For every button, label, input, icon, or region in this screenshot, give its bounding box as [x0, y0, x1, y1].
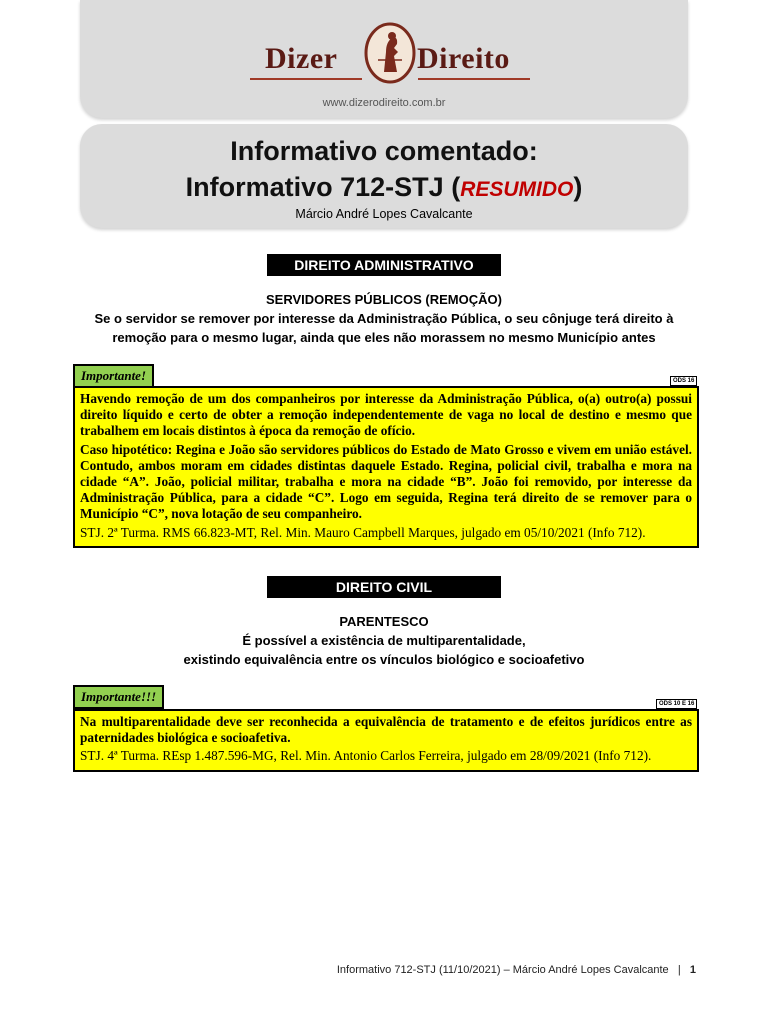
logo-emblem-icon [364, 22, 416, 84]
footer-separator: | [677, 964, 681, 976]
summary-paragraph-1: Havendo remoção de um dos companheiros por interesse da Administração Pública, o(a) outro(a) possui direito líquido e certo de obter a remoção independentemente de vaga no local de destino e mesmo que trabalhem em locais distintos à época da remoção de ofício. [80, 391, 692, 439]
case-citation: STJ. 4ª Turma. REsp 1.487.596-MG, Rel. Min. Antonio Carlos Ferreira, julgado em 28/09/2021 (Info 712). [80, 748, 652, 764]
resumido-label: RESUMIDO [460, 178, 574, 201]
summary-box-civil [73, 709, 699, 772]
title-block [80, 124, 688, 228]
logo-word-dizer: Dizer [265, 42, 338, 75]
title-line-2 [80, 172, 688, 203]
summary-box-administrativo [73, 386, 699, 548]
section-heading-civil: DIREITO CIVIL [267, 576, 501, 598]
page-number: 1 [689, 964, 696, 976]
logo-underline-right [418, 78, 530, 80]
topic-summary-line-1: Se o servidor se remover por interesse da Administração Pública, o seu cônjuge terá direito à [94, 311, 674, 326]
title-line-2-prefix: Informativo 712-STJ ( [185, 172, 461, 202]
footer-text: Informativo 712-STJ (11/10/2021) – Márcio André Lopes Cavalcante [336, 964, 669, 976]
dizer-direito-logo [80, 22, 688, 92]
importante-tag: Importante! [73, 364, 154, 388]
topic-title-servidores: SERVIDORES PÚBLICOS (REMOÇÃO) [266, 292, 502, 307]
title-line-2-suffix: ) [573, 172, 583, 202]
site-url[interactable]: www.dizerodireito.com.br [322, 97, 446, 109]
summary-paragraph-1: Na multiparentalidade deve ser reconhecida a equivalência de tratamento e de efeitos jurídicos entre as paternidades biológica e socioafetiva. [80, 714, 692, 746]
logo-word-direito: Direito [417, 42, 510, 75]
ods-badge: ODS 16 [670, 376, 697, 386]
title-line-1: Informativo comentado: [230, 136, 538, 166]
ods-badge: ODS 10 E 16 [656, 699, 697, 709]
header-banner [80, 0, 688, 118]
author-name: Márcio André Lopes Cavalcante [295, 207, 473, 221]
section-heading-administrativo: DIREITO ADMINISTRATIVO [267, 254, 501, 276]
page-footer [337, 964, 696, 976]
topic-title-parentesco: PARENTESCO [339, 614, 429, 629]
case-citation: STJ. 2ª Turma. RMS 66.823-MT, Rel. Min. Mauro Campbell Marques, julgado em 05/10/2021 (Info 712). [80, 524, 646, 540]
logo-underline-left [250, 78, 362, 80]
topic-summary-line-1: É possível a existência de multiparentalidade, [242, 633, 526, 648]
importante-tag: Importante!!! [73, 685, 164, 709]
summary-paragraph-2: Caso hipotético: Regina e João são servidores públicos do Estado de Mato Grosso e vivem em união estável. Contudo, ambos moram em cidades distintas daquele Estado. Regina, policial civil, trabalha e mora na cidade “A”. João, policial militar, trabalha e mora na cidade “B”. João foi removido, por interesse da Administração Pública, para a cidade “C”. Logo em seguida, Regina terá direito de se remover para o Município “C”, nova lotação de seu companheiro. [80, 441, 692, 522]
topic-summary-line-2: remoção para o mesmo lugar, ainda que eles não morassem no mesmo Município antes [112, 330, 656, 345]
topic-summary-line-2: existindo equivalência entre os vínculos biológico e socioafetivo [183, 652, 585, 667]
